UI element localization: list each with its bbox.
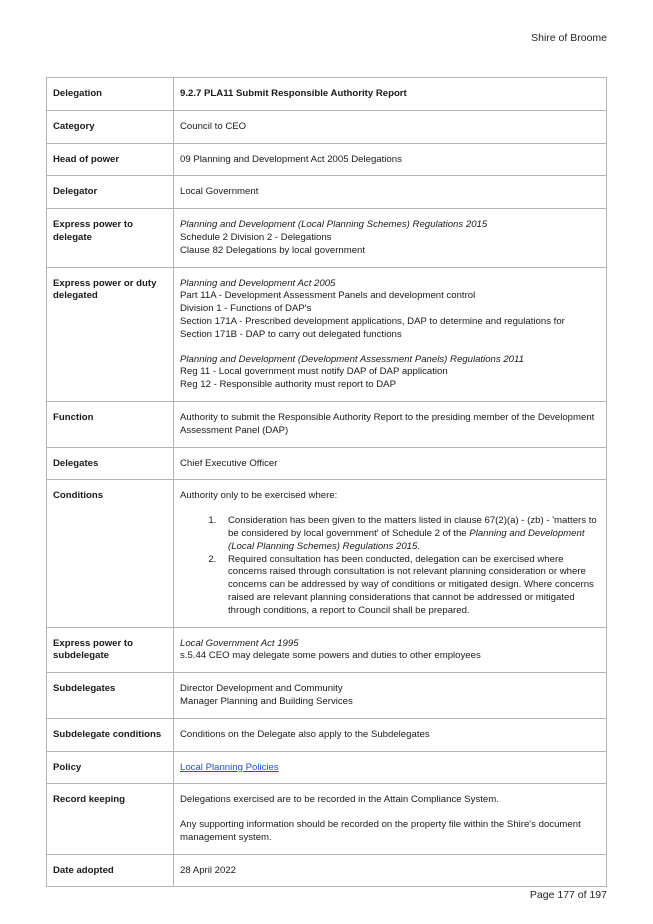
row-express-power-duty	[47, 267, 607, 401]
category-value: Council to CEO	[174, 110, 607, 143]
row-subdelegate-power	[47, 627, 607, 673]
delegation-table	[46, 77, 607, 887]
row-conditions	[47, 480, 607, 627]
delegates-label: Delegates	[47, 447, 174, 480]
power-duty-line: Section 171B - DAP to carry out delegated functions	[180, 328, 402, 340]
delegation-value: 9.2.7 PLA11 Submit Responsible Authority Report	[174, 78, 607, 111]
power-duty-line: Section 171A - Prescribed development applications, DAP to determine and regulations for	[180, 315, 565, 327]
subdelegate-power-line: Local Government Act 1995	[180, 637, 299, 649]
condition-item	[219, 515, 600, 553]
express-power-line: Clause 82 Delegations by local government	[180, 244, 366, 256]
delegator-label: Delegator	[47, 176, 174, 209]
express-power-label: Express power to delegate	[47, 209, 174, 267]
power-duty-line: Reg 11 - Local government must notify DAP of DAP application	[180, 366, 448, 378]
category-label: Category	[47, 110, 174, 143]
date-adopted-value: 28 April 2022	[174, 854, 607, 887]
delegates-value: Chief Executive Officer	[174, 447, 607, 480]
express-power-line: Schedule 2 Division 2 - Delegations	[180, 231, 332, 243]
express-power-line: Planning and Development (Local Planning Schemes) Regulations 2015	[180, 219, 488, 231]
row-delegator	[47, 176, 607, 209]
express-power-duty-label: Express power or duty delegated	[47, 267, 174, 401]
condition-item	[219, 554, 600, 618]
delegation-label: Delegation	[47, 78, 174, 111]
subdelegate-conditions-value: Conditions on the Delegate also apply to the Subdelegates	[174, 718, 607, 751]
row-record-keeping	[47, 784, 607, 854]
record-keeping-label: Record keeping	[47, 784, 174, 854]
row-policy	[47, 751, 607, 784]
head-of-power-label: Head of power	[47, 143, 174, 176]
policy-link[interactable]: Local Planning Policies	[180, 761, 279, 773]
subdelegate-power-value	[174, 627, 607, 673]
row-date-adopted	[47, 854, 607, 887]
function-label: Function	[47, 401, 174, 447]
subdelegate-line: Director Development and Community	[180, 683, 343, 695]
record-keeping-value	[174, 784, 607, 854]
function-value: Authority to submit the Responsible Authority Report to the presiding member of the Development Assessment Panel (DAP)	[174, 401, 607, 447]
head-of-power-value: 09 Planning and Development Act 2005 Delegations	[174, 143, 607, 176]
condition-text: Consideration has been given to the matters listed in clause 67(2)(a) - (zb) - 'matters to be considered by local government' of Schedule 2 of the	[228, 515, 597, 539]
condition-regulation: Planning and Development (Local Planning Schemes) Regulations 2015.	[228, 527, 585, 552]
row-head-of-power	[47, 143, 607, 176]
condition-text: Required consultation has been conducted, delegation can be exercised where concerns raised through consultation is not relevant planning consideration or where concerns can be addressed by way of conditions or mitigated design. Where concerns raised are relevant planning considerations that cannot be addressed or mitigated through conditions, a report to Council shall be prepared.	[228, 553, 594, 616]
row-delegates	[47, 447, 607, 480]
row-category	[47, 110, 607, 143]
subdelegate-power-line: s.5.44 CEO may delegate some powers and duties to other employees	[180, 650, 481, 662]
row-subdelegate-conditions	[47, 718, 607, 751]
power-duty-line: Part 11A - Development Assessment Panels and development control	[180, 290, 476, 302]
row-subdelegates	[47, 673, 607, 719]
row-function	[47, 401, 607, 447]
record-keeping-para: Delegations exercised are to be recorded in the Attain Compliance System.	[180, 794, 499, 806]
subdelegates-value	[174, 673, 607, 719]
subdelegate-conditions-label: Subdelegate conditions	[47, 718, 174, 751]
row-delegation	[47, 78, 607, 111]
conditions-list	[180, 515, 600, 617]
express-power-value	[174, 209, 607, 267]
date-adopted-label: Date adopted	[47, 854, 174, 887]
conditions-intro: Authority only to be exercised where:	[180, 490, 338, 502]
delegator-value: Local Government	[174, 176, 607, 209]
policy-value	[174, 751, 607, 784]
power-duty-line: Division 1 - Functions of DAP's	[180, 303, 312, 315]
row-express-power	[47, 209, 607, 267]
record-keeping-para: Any supporting information should be recorded on the property file within the Shire's document management system.	[180, 819, 581, 843]
policy-label: Policy	[47, 751, 174, 784]
express-power-duty-value	[174, 267, 607, 401]
power-duty-line: Reg 12 - Responsible authority must report to DAP	[180, 379, 396, 391]
power-duty-line: Planning and Development Act 2005	[180, 277, 336, 289]
power-duty-line: Planning and Development (Development Assessment Panels) Regulations 2011	[180, 353, 524, 365]
page-number: Page 177 of 197	[529, 889, 607, 901]
conditions-label: Conditions	[47, 480, 174, 627]
page-header-org: Shire of Broome	[531, 32, 607, 44]
subdelegates-label: Subdelegates	[47, 673, 174, 719]
subdelegate-power-label: Express power to subdelegate	[47, 627, 174, 673]
subdelegate-line: Manager Planning and Building Services	[180, 695, 353, 707]
conditions-value	[174, 480, 607, 627]
